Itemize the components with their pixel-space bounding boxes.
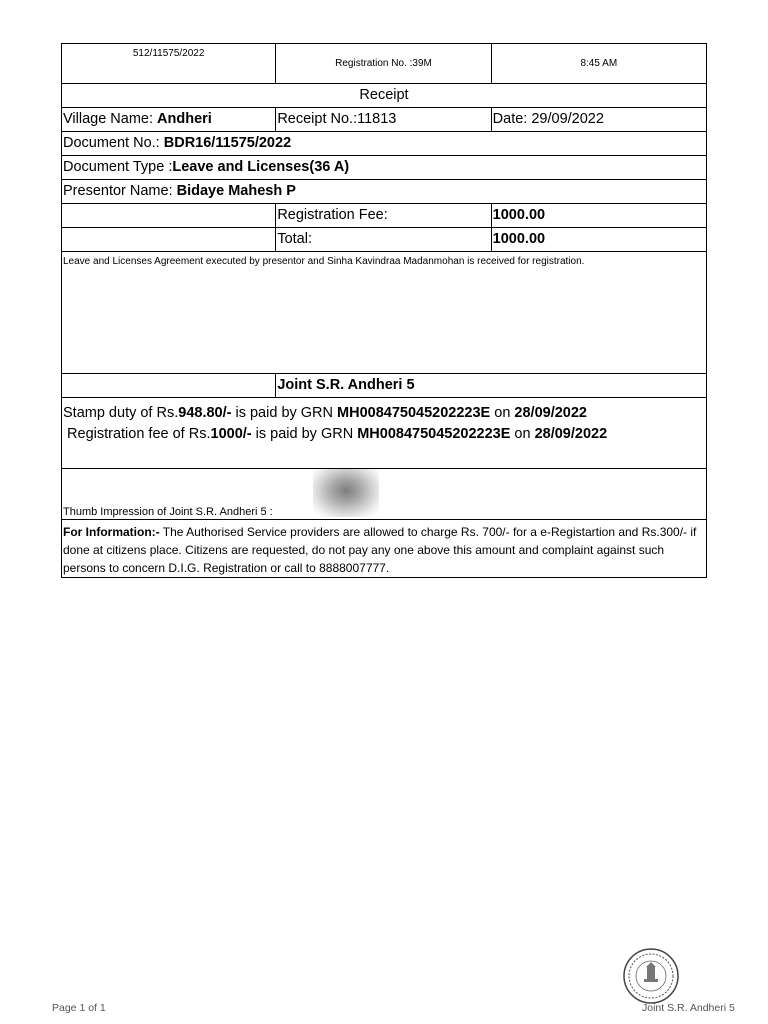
reg-fee-text-3: on xyxy=(510,426,535,443)
village-label: Village Name: xyxy=(63,110,158,127)
information-note xyxy=(62,520,707,578)
registration-fee-line xyxy=(63,424,705,445)
reg-fee-grn: MH008475045202223E xyxy=(357,426,511,443)
registration-time: 8:45 AM xyxy=(491,44,706,84)
payment-details xyxy=(62,398,707,469)
official-seal-icon xyxy=(622,947,680,1005)
receipt-table xyxy=(61,43,707,578)
stamp-duty-text: Stamp duty of Rs. xyxy=(63,405,179,421)
village-value: Andheri xyxy=(157,110,212,127)
total-amount: 1000.00 xyxy=(492,230,546,247)
registration-fee-label: Registration Fee: xyxy=(276,204,491,228)
thumb-impression-cell xyxy=(62,469,707,520)
total-empty-cell xyxy=(62,228,276,252)
stamp-duty-grn: MH008475045202223E xyxy=(337,405,491,421)
document-type xyxy=(62,156,707,180)
thumb-impression-image xyxy=(313,469,379,517)
receipt-number: Receipt No.:11813 xyxy=(276,108,491,132)
stamp-duty-text-2: is paid by GRN xyxy=(231,405,338,421)
officer-signature xyxy=(276,374,707,398)
presentor-name xyxy=(62,180,707,204)
document-number-value: BDR16/11575/2022 xyxy=(163,134,292,151)
registration-fee-amount: 1000.00 xyxy=(492,206,546,223)
thumb-impression-label: Thumb Impression of Joint S.R. Andheri 5 : xyxy=(63,505,273,518)
document-type-value: Leave and Licenses(36 A) xyxy=(172,158,350,175)
total-label: Total: xyxy=(276,228,491,252)
footer-officer: Joint S.R. Andheri 5 xyxy=(642,1002,735,1014)
page-number: Page 1 of 1 xyxy=(52,1002,106,1014)
receipt-date: Date: 29/09/2022 xyxy=(491,108,706,132)
presentor-value: Bidaye Mahesh P xyxy=(176,182,296,199)
stamp-duty-date: 28/09/2022 xyxy=(514,405,587,421)
document-number-label: Document No.: xyxy=(63,134,164,151)
village-name xyxy=(62,108,276,132)
information-text: The Authorised Service providers are allowed to charge Rs. 700/- for a e-Registartion and Rs.300/- if done at citizens place. Citizens are requested, do not pay any one above this amount and complaint against such persons to concern D.I.G. Registration or call to 8888007777. xyxy=(63,525,697,575)
document-reference: 512/11575/2022 xyxy=(62,44,276,84)
information-label: For Information:- xyxy=(63,525,160,539)
officer-empty-cell xyxy=(62,374,276,398)
stamp-duty-text-3: on xyxy=(490,405,515,421)
registration-number: Registration No. :39M xyxy=(276,44,491,84)
officer-name: Joint S.R. Andheri 5 xyxy=(277,376,415,393)
reg-fee-amount: 1000/- xyxy=(210,426,252,443)
reg-fee-date: 28/09/2022 xyxy=(534,426,608,443)
receipt-title: Receipt xyxy=(62,84,707,108)
document-type-label: Document Type : xyxy=(63,158,173,175)
remark-text: Leave and Licenses Agreement executed by presentor and Sinha Kavindraa Madanmohan is received for registration. xyxy=(62,252,707,374)
document-number xyxy=(62,132,707,156)
reg-fee-text: Registration fee of Rs. xyxy=(63,426,211,443)
stamp-duty-amount: 948.80/- xyxy=(178,405,232,421)
presentor-label: Presentor Name: xyxy=(63,182,177,199)
reg-fee-text-2: is paid by GRN xyxy=(251,426,358,443)
registration-fee-value xyxy=(491,204,706,228)
stamp-duty-line xyxy=(63,403,705,424)
fee-empty-cell xyxy=(62,204,276,228)
total-value xyxy=(491,228,706,252)
